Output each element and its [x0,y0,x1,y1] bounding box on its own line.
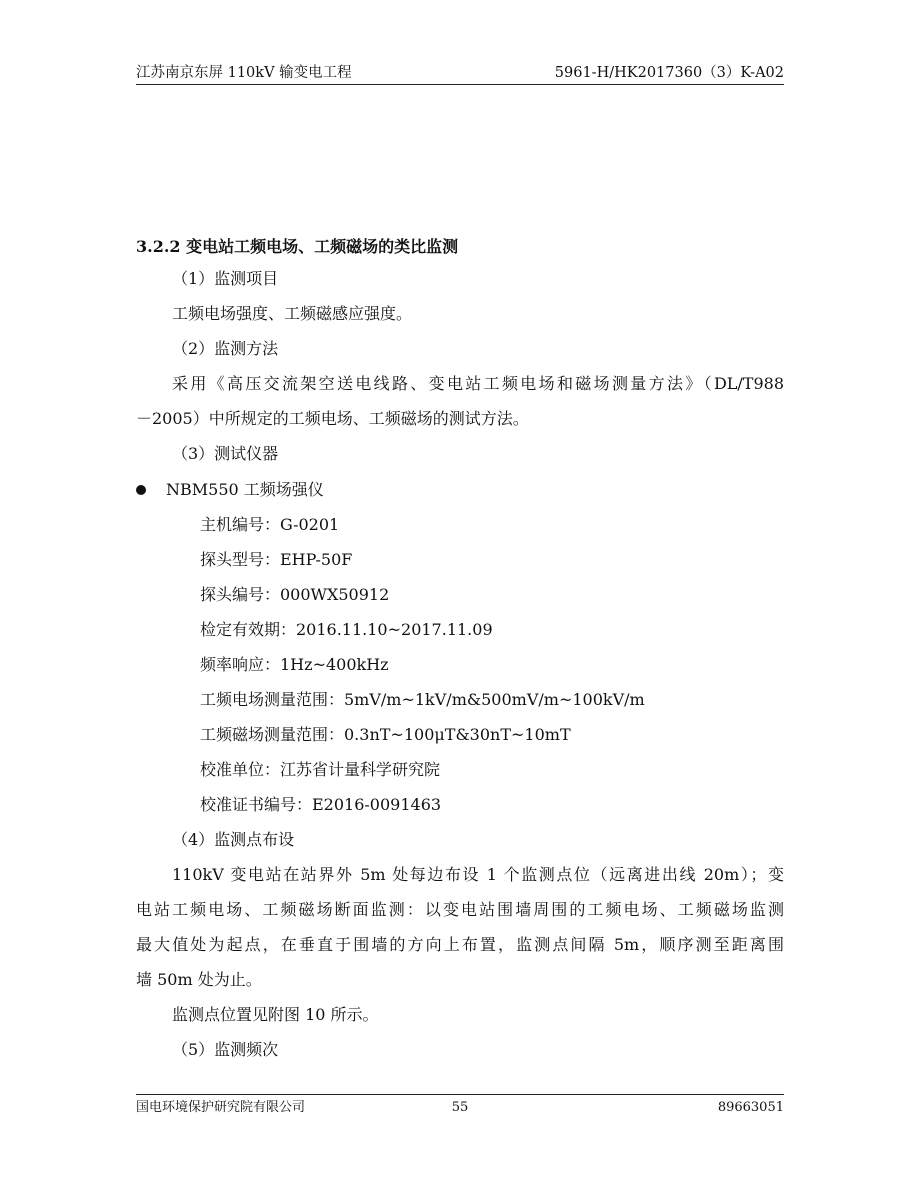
page-footer [136,1094,784,1119]
method-text-line2: －2005）中所规定的工频电场、工频磁场的测试方法。 [136,409,529,428]
section-title: 3.2.2 变电站工频电场、工频磁场的类比监测 [136,237,459,256]
layout-text-line3: 最大值处为起点，在垂直于围墙的方向上布置，监测点间隔 5m，顺序测至距离围 [136,935,784,954]
instrument-detail-host-number: 主机编号：G-0201 [200,515,340,534]
layout-text-line4: 墙 50m 处为止。 [136,970,262,989]
bullet-dot-icon [136,485,146,495]
instrument-detail-probe-model: 探头型号：EHP-50F [200,550,353,569]
instrument-detail-calibration-unit: 校准单位：江苏省计量科学研究院 [200,760,441,779]
instrument-detail-validity: 检定有效期：2016.11.10~2017.11.09 [200,620,493,639]
frequency-heading: （5）监测频次 [172,1040,279,1059]
layout-text-line1: 110kV 变电站在站界外 5m 处每边布设 1 个监测点位（远离进出线 20m）；变 [172,865,784,884]
method-heading: （2）监测方法 [172,339,279,358]
instrument-detail-frequency-response: 频率响应：1Hz~400kHz [200,655,389,674]
layout-text-line2: 电站工频电场、工频磁场断面监测：以变电站围墙周围的工频电场、工频磁场监测 [136,900,784,919]
monitor-items-heading: （1）监测项目 [172,269,279,288]
instrument-detail-b-field-range: 工频磁场测量范围：0.3nT~100μT&30nT~10mT [200,725,571,744]
method-text-line1: 采用《高压交流架空送电线路、变电站工频电场和磁场测量方法》（DL/T988 [172,374,784,393]
header-project-title: 江苏南京东屏 110kV 输变电工程 [136,65,352,81]
instrument-name: NBM550 工频场强仪 [166,480,324,499]
instrument-heading: （3）测试仪器 [172,444,279,463]
footer-page-number: 55 [451,1100,469,1115]
monitor-items-text: 工频电场强度、工频磁感应强度。 [172,304,413,323]
footer-report-number: 89663051 [717,1100,784,1115]
header-document-code: 5961-H/HK2017360（3）K-A02 [554,65,784,81]
instrument-detail-e-field-range: 工频电场测量范围：5mV/m~1kV/m&500mV/m~100kV/m [200,690,645,709]
footer-organization: 国电环境保护研究院有限公司 [136,1100,306,1115]
instrument-detail-certificate-number: 校准证书编号：E2016-0091463 [200,795,442,814]
layout-reference: 监测点位置见附图 10 所示。 [172,1005,379,1024]
page-header [136,62,784,85]
layout-heading: （4）监测点布设 [172,830,295,849]
instrument-detail-probe-number: 探头编号：000WX50912 [200,585,390,604]
